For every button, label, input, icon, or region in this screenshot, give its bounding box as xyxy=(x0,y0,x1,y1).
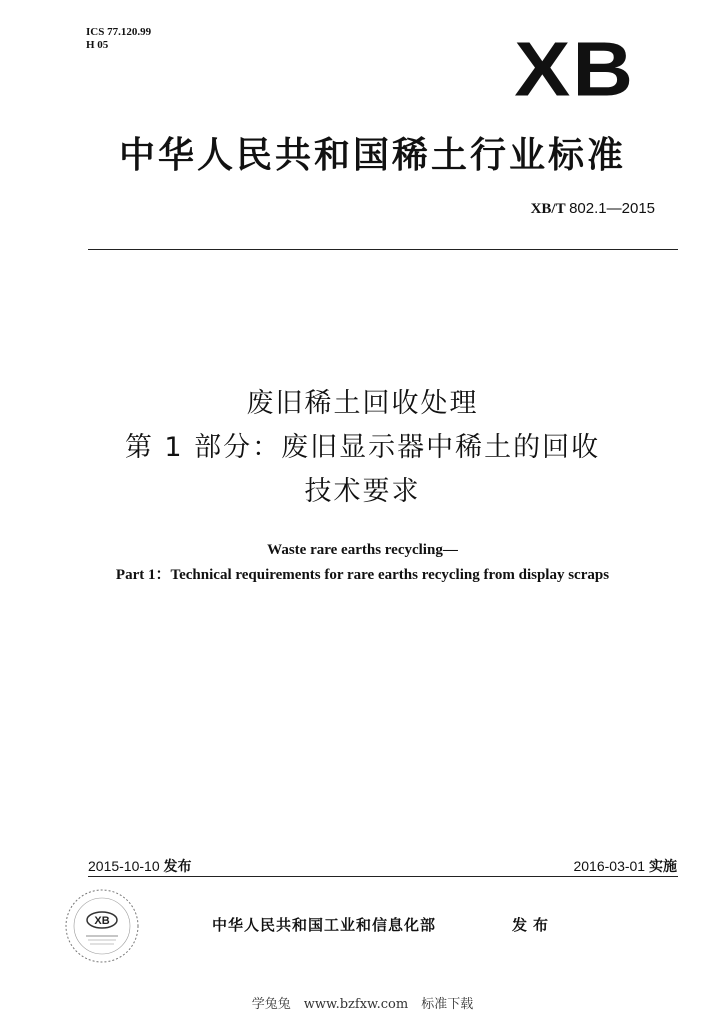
effective-date xyxy=(573,856,677,876)
effective-date-label: 实施 xyxy=(649,859,677,875)
issue-date xyxy=(88,856,192,876)
cn-title-line-2: 第 1 部分：废旧显示器中稀土的回收 xyxy=(124,432,601,463)
official-seal-stamp xyxy=(60,884,144,968)
effective-date-value: 2016-03-01 xyxy=(573,858,646,874)
class-code: H 05 xyxy=(86,39,109,51)
xb-logo: XB xyxy=(514,25,635,112)
issue-date-label: 发布 xyxy=(163,859,192,875)
publish-label: 发布 xyxy=(512,916,555,934)
footer-divider xyxy=(88,876,678,877)
ics-code-block xyxy=(86,26,151,52)
standard-category-title: 中华人民共和国稀土行业标准 xyxy=(118,135,626,176)
footer-watermark-text: 学兔兔 www.bzfxw.com 标准下载 xyxy=(251,997,474,1012)
issuing-authority: 中华人民共和国工业和信息化部 xyxy=(212,916,437,934)
issue-date-value: 2015-10-10 xyxy=(88,858,160,874)
en-title-line-2: Part 1：Technical requirements for rare earths recycling from display scraps xyxy=(115,567,610,583)
en-title-line-1: Waste rare earths recycling— xyxy=(267,542,458,558)
ics-code: ICS 77.120.99 xyxy=(86,26,152,38)
standard-prefix: XB/T xyxy=(530,201,566,217)
standard-number-value: 802.1—2015 xyxy=(569,200,655,217)
cn-title-line-1: 废旧稀土回收处理 xyxy=(246,388,479,419)
svg-text:XB: XB xyxy=(94,915,110,927)
cn-title-line-3: 技术要求 xyxy=(304,476,421,507)
header-divider xyxy=(88,249,678,250)
standard-number xyxy=(531,200,655,218)
